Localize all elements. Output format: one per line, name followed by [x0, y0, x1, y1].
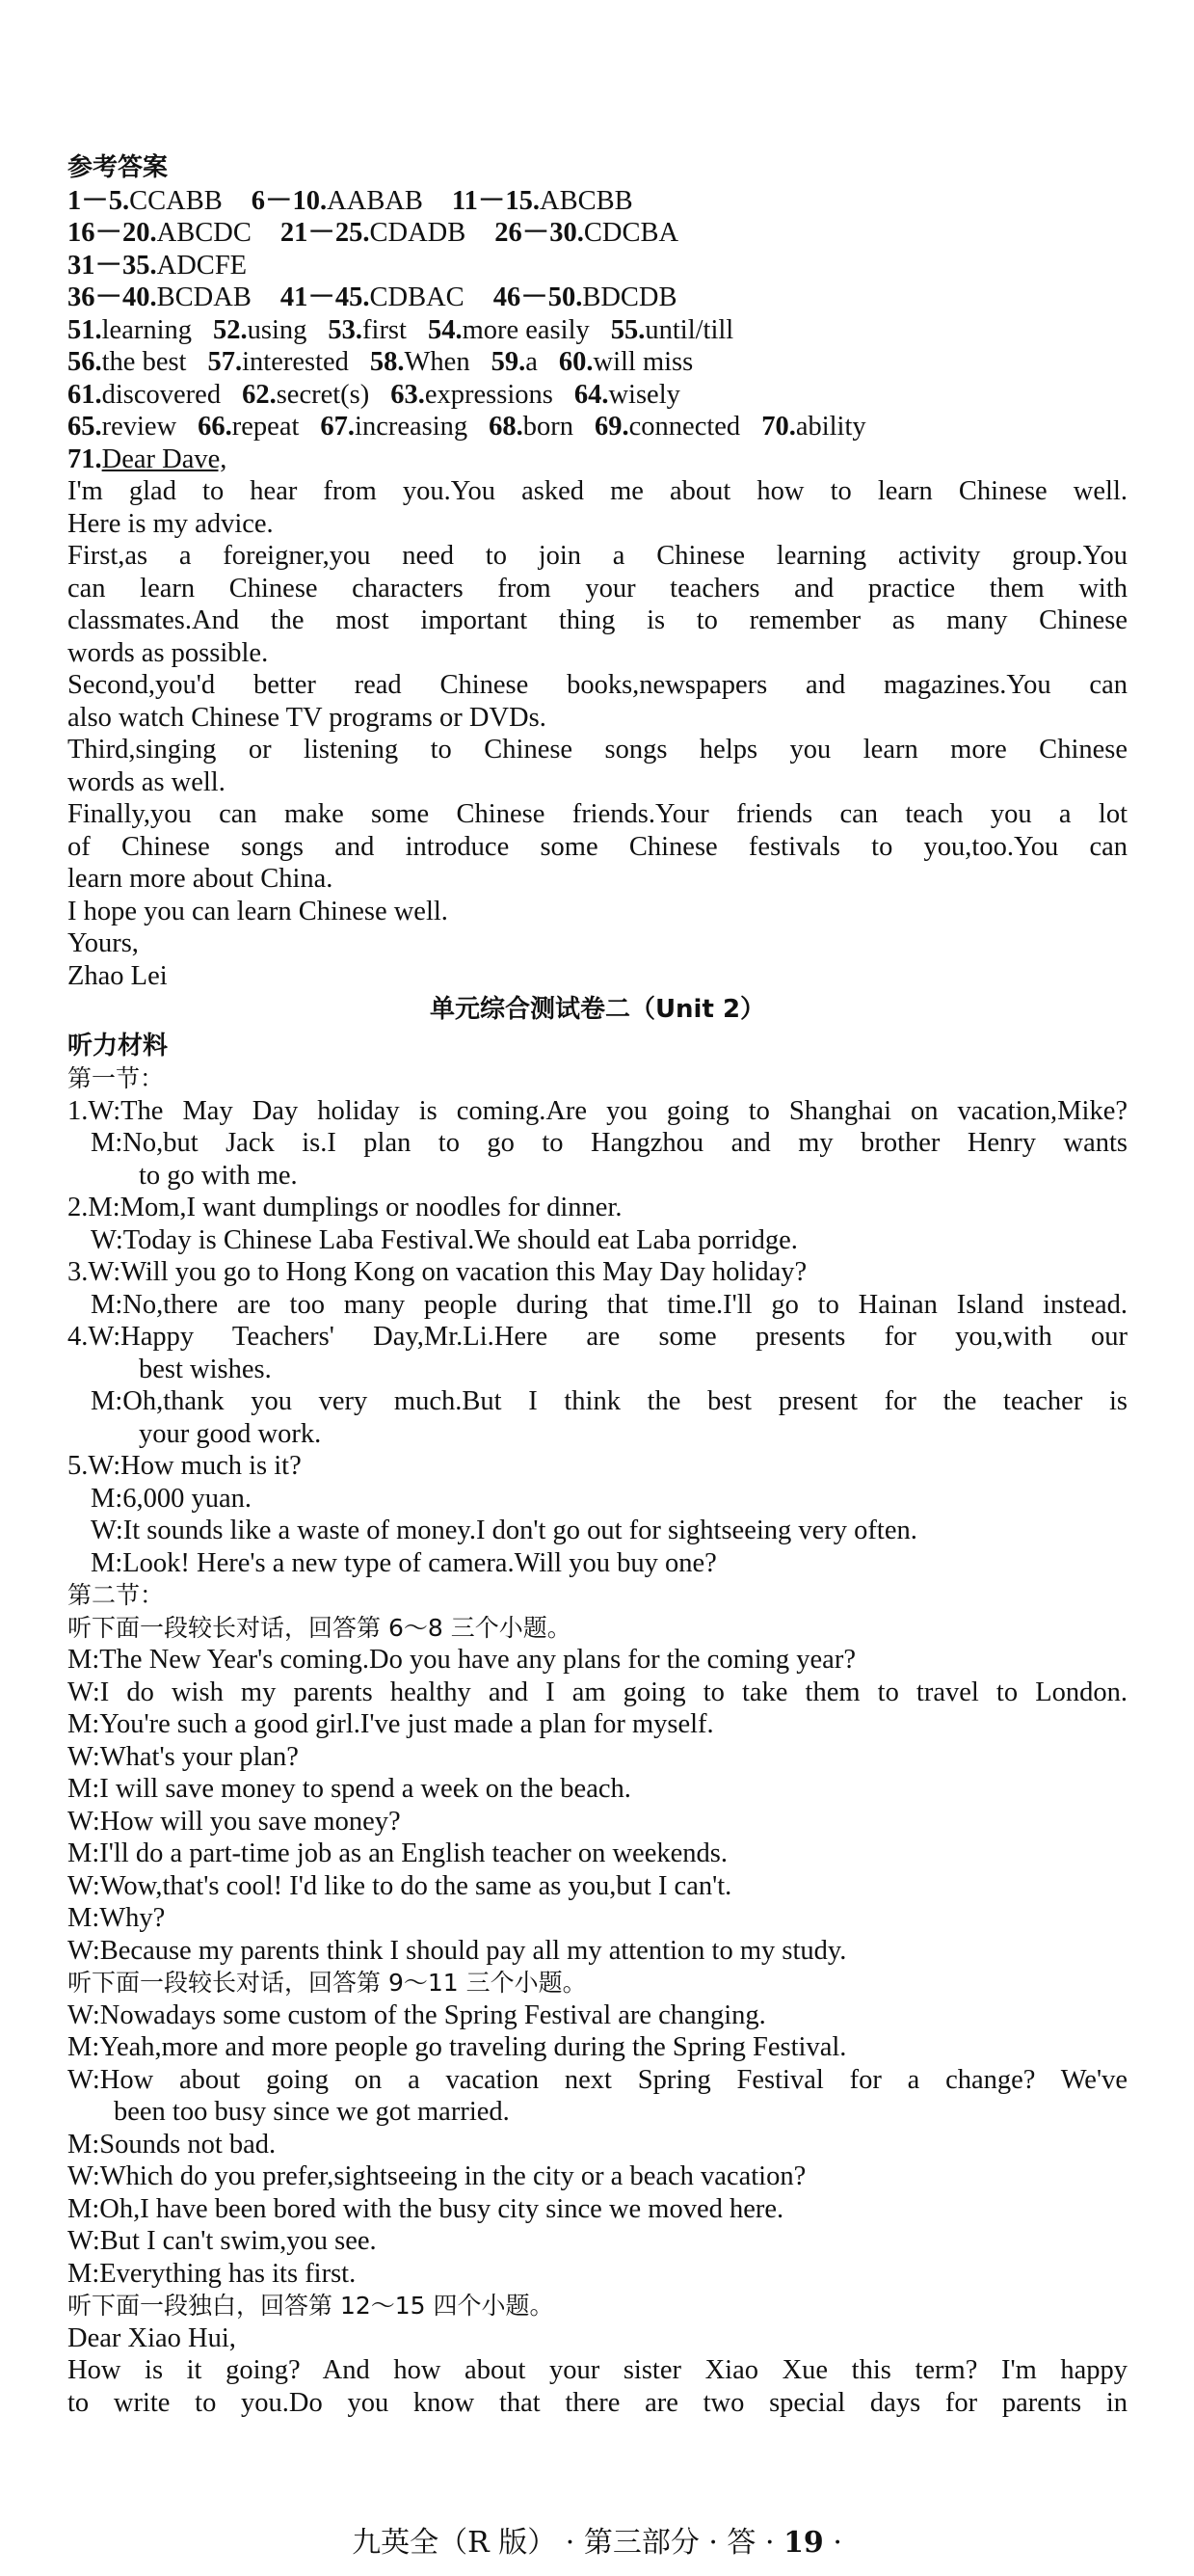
answer-value: CCABB [129, 185, 223, 216]
answer-row [67, 411, 1128, 443]
dialogue-line: M:Oh,I have been bored with the busy city since we moved here. [67, 2193, 784, 2224]
answer-number: 66. [198, 412, 232, 442]
dialogue-line: M:Sounds not bad. [67, 2129, 277, 2160]
letter-line: Yours, [67, 928, 139, 958]
answer-number: 61. [67, 379, 102, 410]
dialogue-line: M:No,but Jack is.I plan to go to Hangzhou and my brother Henry wants [91, 1128, 1128, 1158]
dialogue-line: W:But I can't swim,you see. [67, 2226, 377, 2256]
answer-key [67, 185, 1128, 443]
question-number: 71. [67, 443, 102, 474]
answer-value: connected [628, 412, 741, 442]
answer-number: 56. [67, 347, 102, 377]
answer-value: increasing [355, 412, 468, 442]
answer-number: 41－45. [279, 282, 370, 312]
answer-number: 16－20. [67, 218, 157, 248]
footer-book: 九英全（R 版） [352, 2526, 557, 2560]
monologue-line: Dear Xiao Hui, [67, 2322, 236, 2353]
answer-number: 52. [213, 314, 248, 345]
dialogue-line: M:You're such a good girl.I've just made a plan for myself. [67, 1709, 714, 1739]
footer-section: · 第三部分 · 答 · [565, 2526, 775, 2560]
answer-number: 46－50. [492, 282, 583, 312]
dialogue-line: M:Yeah,more and more people go traveling during the Spring Festival. [67, 2032, 847, 2062]
answer-row [67, 185, 1128, 218]
dialogue-line: 2.M:Mom,I want dumplings or noodles for dinner. [67, 1193, 623, 1222]
letter-line: learn more about China. [67, 864, 333, 894]
answer-value: using [247, 314, 307, 345]
answer-value: ABCDC [156, 218, 252, 248]
answer-value: wisely [608, 379, 680, 410]
monologue-line: to write to you.Do you know that there are two special days for parents in [67, 2387, 1128, 2418]
answer-value: repeat [231, 412, 300, 442]
letter-body [67, 475, 1128, 992]
letter-greeting-line [67, 443, 1128, 476]
answer-value: a [525, 347, 538, 377]
dialogue-line: M:Why? [67, 1903, 166, 1933]
letter-line: Zhao Lei [67, 960, 168, 991]
letter-line: also watch Chinese TV programs or DVDs. [67, 702, 546, 733]
answer-number: 58. [369, 347, 405, 377]
section1-dialogues [67, 1095, 1128, 1580]
dialogue-line: W:Which do you prefer,sightseeing in the city or a beach vacation? [67, 2161, 807, 2191]
answer-number: 53. [328, 314, 363, 345]
answer-value: discovered [101, 379, 222, 410]
answer-number: 6－10. [251, 185, 328, 216]
answer-number: 62. [242, 379, 277, 410]
dialog1-intro: 听下面一段较长对话，回答第 6～8 三个小题。 [67, 1613, 571, 1642]
answer-value: BDCDB [582, 282, 677, 312]
answer-number: 51. [67, 314, 102, 345]
answer-page [67, 152, 1128, 2419]
answer-value: BCDAB [156, 282, 252, 312]
listening-heading: 听力材料 [67, 1031, 169, 1060]
dialogue-line: W:It sounds like a waste of money.I don't go out for sightseeing very often. [91, 1516, 917, 1545]
section1-label: 第一节： [67, 1064, 165, 1092]
dialogue-line: W:Nowadays some custom of the Spring Festival are changing. [67, 1999, 766, 2030]
answer-value: ABCBB [539, 185, 633, 216]
answer-value: CDCBA [583, 218, 679, 248]
answer-number: 65. [67, 412, 102, 442]
dialogue-line: M:The New Year's coming.Do you have any plans for the coming year? [67, 1645, 856, 1675]
answer-row [67, 379, 1128, 412]
answer-value: secret(s) [276, 379, 370, 410]
answer-value: ability [795, 412, 866, 442]
answer-value: the best [101, 347, 187, 377]
answer-number: 1－5. [67, 185, 130, 216]
answer-value: ADCFE [156, 250, 248, 281]
dialog2-intro: 听下面一段较长对话，回答第 9～11 三个小题。 [67, 1969, 587, 1997]
answer-value: review [101, 412, 177, 442]
dialogue-line: W:How will you save money? [67, 1806, 401, 1837]
answer-value: CDADB [369, 218, 466, 248]
answer-number: 70. [761, 412, 796, 442]
dialogue-line: M:Look! Here's a new type of camera.Will you buy one? [91, 1547, 717, 1578]
answers-heading: 参考答案 [67, 153, 169, 182]
letter-line: words as well. [67, 766, 226, 797]
answer-row [67, 250, 1128, 282]
answer-number: 59. [491, 347, 526, 377]
answer-value: until/till [645, 314, 734, 345]
answer-value: first [362, 314, 407, 345]
letter-line: Second,you'd better read Chinese books,newspapers and magazines.You can [67, 670, 1128, 700]
dialogue-line: W:I do wish my parents healthy and I am going to take them to travel to London. [67, 1677, 1128, 1707]
dialogue-line: M:Oh,thank you very much.But I think the best present for the teacher is [91, 1386, 1128, 1416]
footer-dot: · [833, 2526, 842, 2560]
dialogue-line: M:I will save money to spend a week on the beach. [67, 1774, 631, 1804]
answer-number: 57. [207, 347, 243, 377]
answer-number: 31－35. [67, 250, 157, 281]
letter-line: I hope you can learn Chinese well. [67, 896, 448, 926]
dialog2 [67, 1999, 1128, 2291]
dialogue-line: M:6,000 yuan. [91, 1483, 252, 1514]
section2-label: 第二节： [67, 1581, 165, 1609]
answer-value: CDBAC [369, 282, 464, 312]
dialogue-line: 5.W:How much is it? [67, 1451, 302, 1481]
answer-number: 55. [610, 314, 646, 345]
answer-number: 36－40. [67, 282, 157, 312]
answer-value: learning [101, 314, 193, 345]
answer-number: 69. [595, 412, 629, 442]
monologue [67, 2322, 1128, 2420]
monologue-intro: 听下面一段独白，回答第 12～15 四个小题。 [67, 2292, 554, 2320]
answer-value: When [404, 347, 470, 377]
letter-greeting: Dear Dave, [101, 443, 227, 474]
answer-value: interested [242, 347, 349, 377]
dialogue-line: M:Everything has its first. [67, 2258, 357, 2289]
answer-row [67, 217, 1128, 250]
answer-number: 60. [558, 347, 594, 377]
page-footer [0, 2518, 1194, 2561]
dialogue-line: M:I'll do a part-time job as an English teacher on weekends. [67, 1838, 728, 1868]
letter-line: words as possible. [67, 637, 269, 668]
dialogue-line: 4.W:Happy Teachers' Day,Mr.Li.Here are some presents for you,with our [67, 1322, 1128, 1352]
dialogue-line: M:No,there are too many people during that time.I'll go to Hainan Island instead. [91, 1289, 1128, 1320]
letter-line: of Chinese songs and introduce some Chinese festivals to you,too.You can [67, 831, 1128, 862]
letter-line: classmates.And the most important thing is to remember as many Chinese [67, 605, 1128, 635]
letter-line: Third,singing or listening to Chinese songs helps you learn more Chinese [67, 735, 1128, 765]
dialogue-line: 1.W:The May Day holiday is coming.Are you going to Shanghai on vacation,Mike? [67, 1095, 1128, 1126]
answer-value: expressions [424, 379, 553, 410]
answer-value: will miss [593, 347, 694, 377]
unit-title: 单元综合测试卷二（Unit 2） [429, 995, 766, 1024]
dialogue-line: W:How about going on a vacation next Spring Festival for a change? We've [67, 2064, 1128, 2095]
page-number: 19 [783, 2526, 824, 2560]
letter-line: can learn Chinese characters from your teachers and practice them with [67, 573, 1128, 604]
answer-row [67, 314, 1128, 347]
dialogue-line: your good work. [139, 1418, 322, 1449]
dialog1 [67, 1644, 1128, 1967]
dialogue-line: W:What's your plan? [67, 1741, 299, 1772]
answer-value: AABAB [327, 185, 423, 216]
dialogue-line: been too busy since we got married. [114, 2097, 510, 2127]
answer-row [67, 346, 1128, 379]
answer-number: 67. [320, 412, 356, 442]
dialogue-line: W:Today is Chinese Laba Festival.We should eat Laba porridge. [91, 1224, 798, 1255]
letter-line: I'm glad to hear from you.You asked me about how to learn Chinese well. [67, 476, 1128, 506]
answer-number: 54. [427, 314, 463, 345]
answer-number: 11－15. [451, 185, 540, 216]
answer-number: 63. [390, 379, 425, 410]
letter-line: Finally,you can make some Chinese friends.Your friends can teach you a lot [67, 799, 1128, 829]
dialogue-line: 3.W:Will you go to Hong Kong on vacation this May Day holiday? [67, 1257, 808, 1287]
dialogue-line: best wishes. [139, 1354, 272, 1384]
letter-line: Here is my advice. [67, 508, 274, 539]
dialogue-line: W:Because my parents think I should pay all my attention to my study. [67, 1935, 847, 1966]
answer-row [67, 282, 1128, 314]
answer-value: more easily [462, 314, 590, 345]
answer-number: 21－25. [279, 218, 370, 248]
answer-number: 26－30. [494, 218, 584, 248]
letter-line: First,as a foreigner,you need to join a Chinese learning activity group.You [67, 541, 1128, 571]
answer-number: 68. [489, 412, 523, 442]
answer-value: born [522, 412, 574, 442]
dialogue-line: W:Wow,that's cool! I'd like to do the same as you,but I can't. [67, 1870, 732, 1901]
answer-number: 64. [573, 379, 609, 410]
dialogue-line: to go with me. [139, 1160, 298, 1191]
monologue-line: How is it going? And how about your sister Xiao Xue this term? I'm happy [67, 2355, 1128, 2385]
